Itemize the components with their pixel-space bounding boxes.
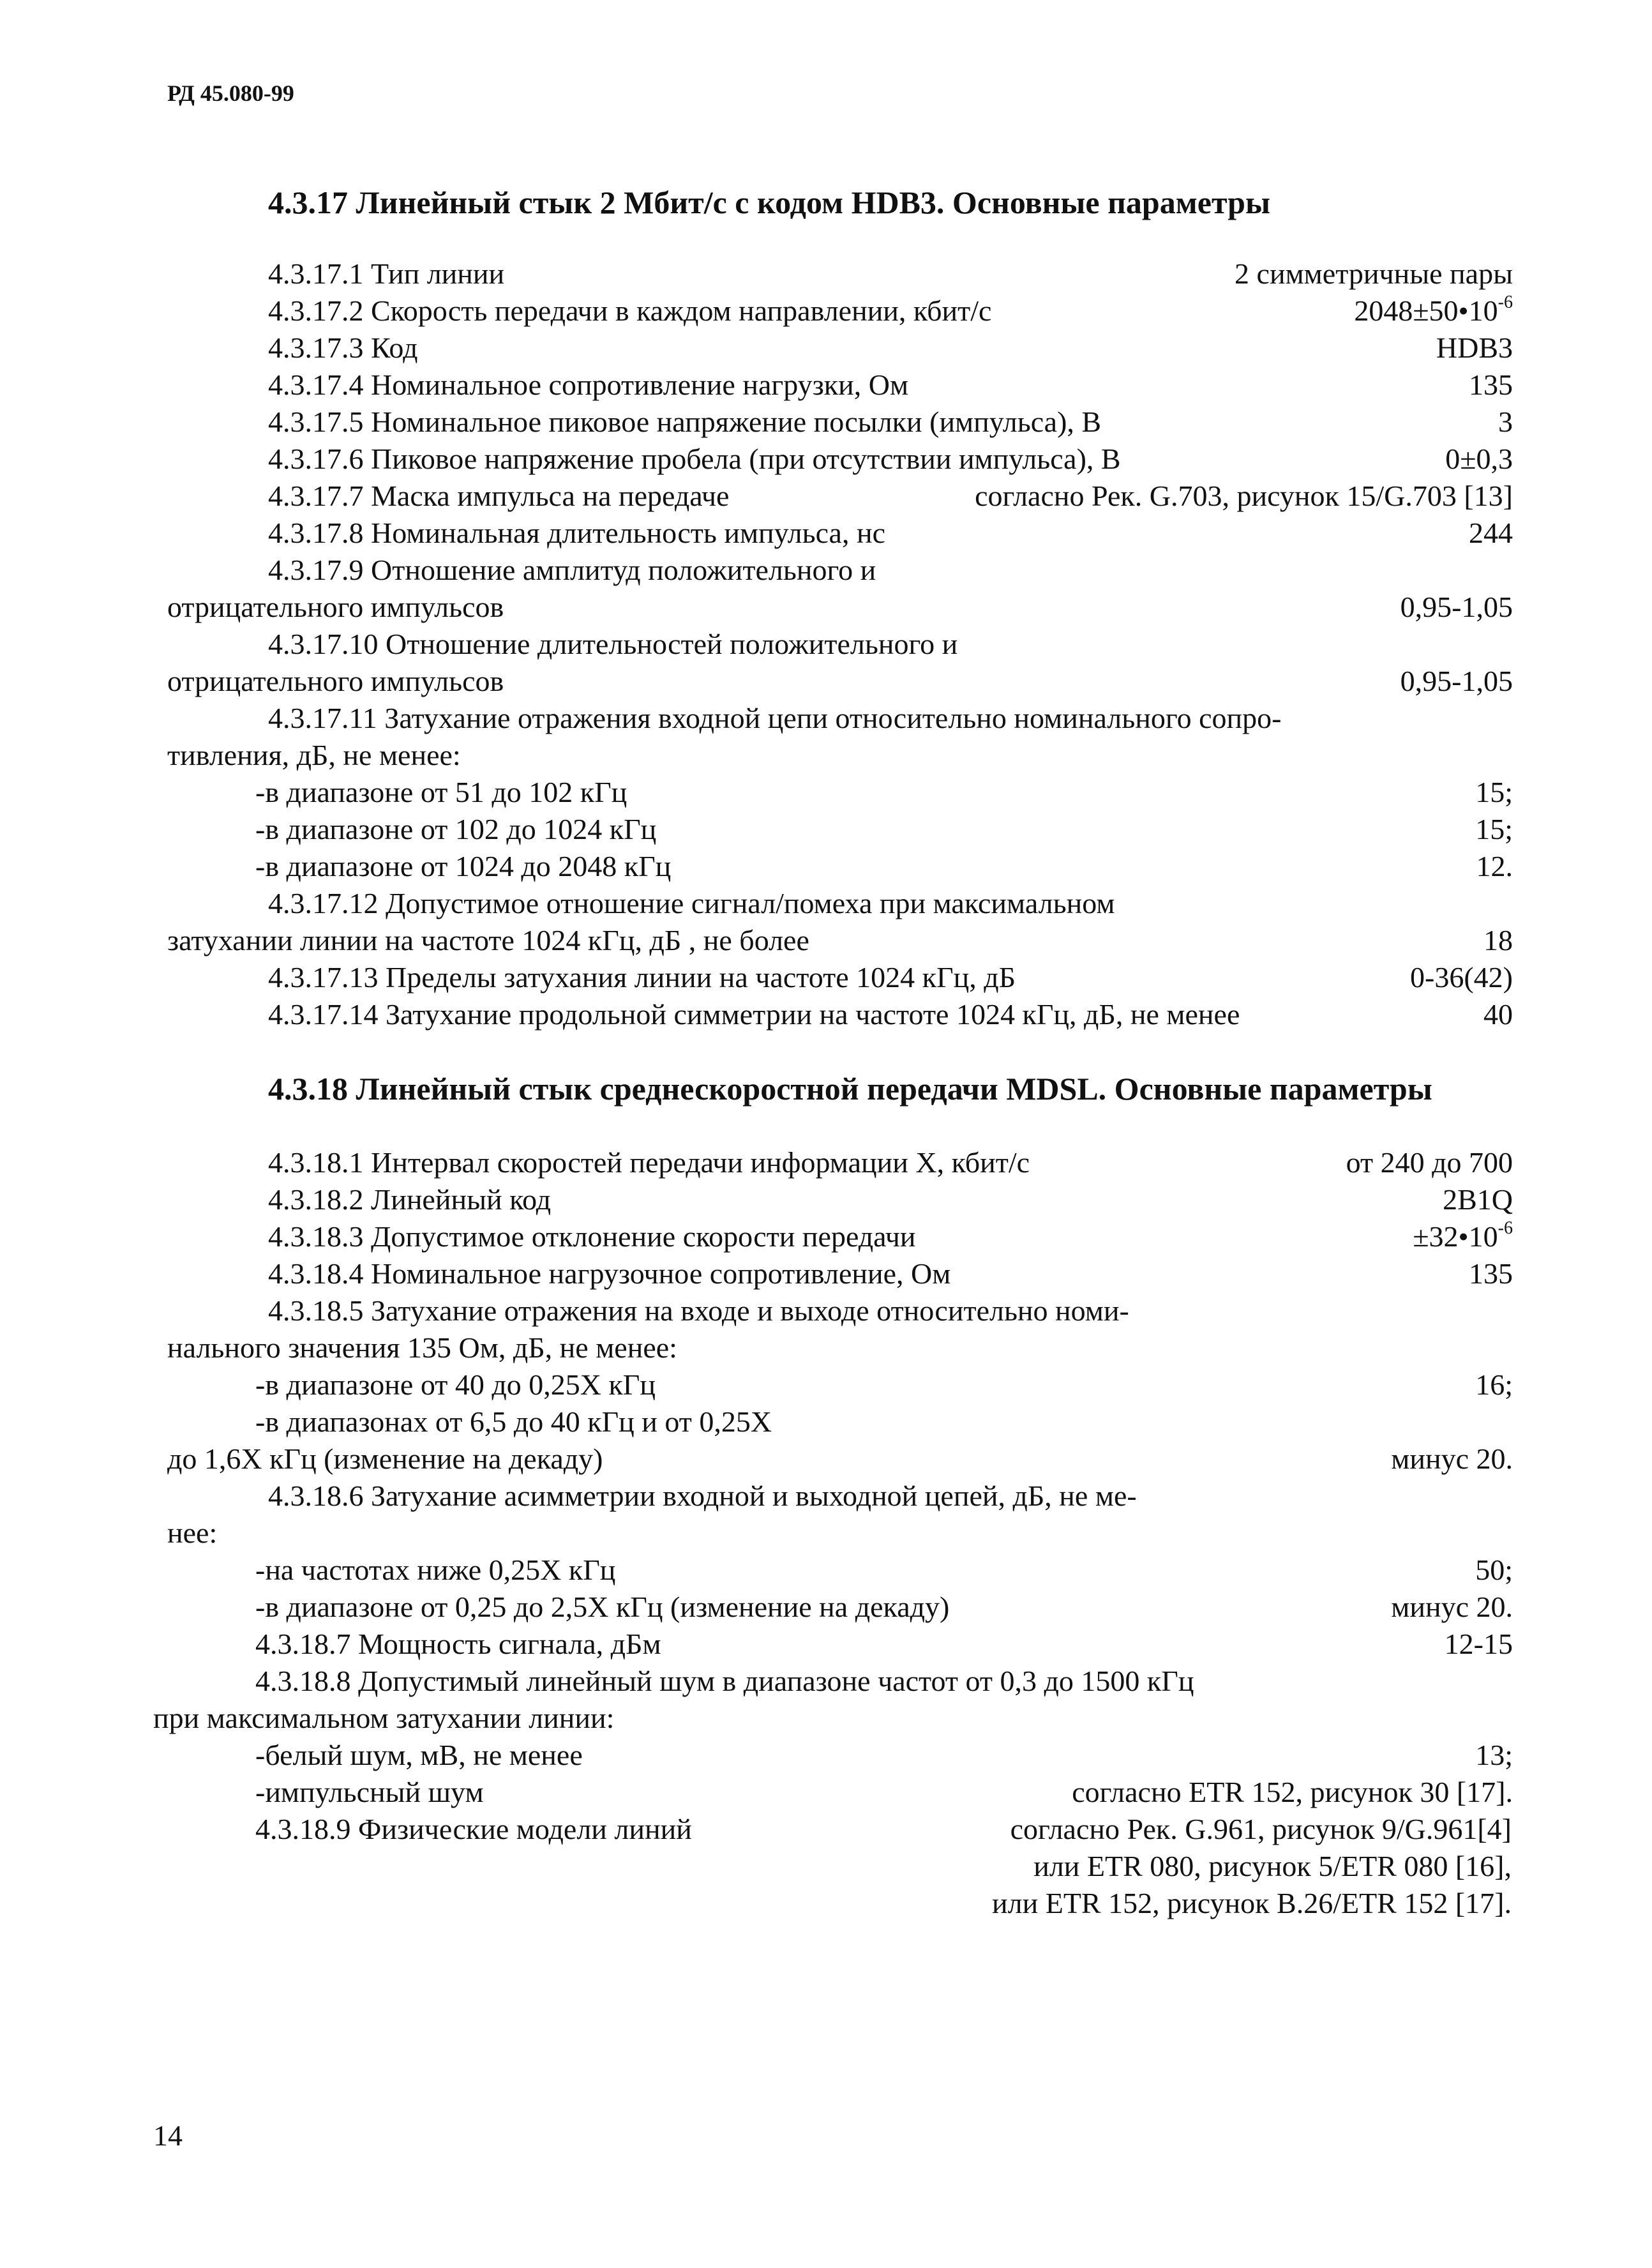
param-label-4-3-17-11-line1: 4.3.17.11 Затухание отражения входной цепи относительно номинального сопро- xyxy=(268,702,1282,734)
param-label: -в диапазоне от 0,25 до 2,5X кГц (изменение на декаду) xyxy=(255,1591,950,1623)
param-label-4-3-18-9: 4.3.18.9 Физические модели линий xyxy=(255,1813,692,1845)
param-value: 135 xyxy=(1469,368,1513,401)
param-label-4-3-18-5-line2: нального значения 135 Ом, дБ, не менее: xyxy=(167,1331,677,1364)
section-heading-4-3-17: 4.3.17 Линейный стык 2 Мбит/с с кодом HDB3. Основные параметры xyxy=(268,185,1270,220)
param-label-4-3-17-9-line1: 4.3.17.9 Отношение амплитуд положительного и xyxy=(268,554,876,586)
param-label-4-3-17-11-line2: тивления, дБ, не менее: xyxy=(167,739,461,771)
param-value: согласно Рек. G.703, рисунок 15/G.703 [13] xyxy=(975,480,1513,512)
param-value-4-3-18-9-line3: или ETR 152, рисунок В.26/ETR 152 [17]. xyxy=(992,1887,1512,1919)
param-row-4-3-17-2 xyxy=(268,292,1513,329)
param-value: 0,95-1,05 xyxy=(1400,591,1513,623)
param-label: 4.3.18.7 Мощность сигнала, дБм xyxy=(255,1628,661,1660)
param-subrow-4-3-18-5-b xyxy=(167,1440,1513,1478)
param-label: -белый шум, мВ, не менее xyxy=(255,1739,583,1771)
param-label-4-3-18-5-line1: 4.3.18.5 Затухание отражения на входе и выходе относительно номи- xyxy=(268,1294,1129,1327)
param-label: -в диапазоне от 1024 до 2048 кГц xyxy=(255,850,672,882)
param-label: -в диапазоне от 102 до 1024 кГц xyxy=(255,813,657,845)
param-value: 50; xyxy=(1475,1554,1513,1586)
param-label-continuation: затухании линии на частоте 1024 кГц, дБ , не более xyxy=(167,924,809,956)
param-label-4-3-18-8-line2: при максимальном затухании линии: xyxy=(153,1702,615,1734)
param-value: 2 симметричные пары xyxy=(1235,257,1513,290)
param-row-4-3-17-12 xyxy=(167,922,1513,959)
param-row-4-3-18-7 xyxy=(255,1626,1513,1663)
param-subrow-4-3-17-11-a xyxy=(255,774,1513,811)
param-value: 18 xyxy=(1483,924,1513,956)
param-row-4-3-17-7 xyxy=(268,478,1513,515)
param-row-4-3-18-4 xyxy=(268,1255,1513,1292)
param-subrow-4-3-18-5-b-line1: -в диапазонах от 6,5 до 40 кГц и от 0,25X xyxy=(255,1405,772,1438)
param-label: 4.3.18.4 Номинальное нагрузочное сопротивление, Ом xyxy=(268,1257,951,1290)
param-subrow-4-3-18-6-b xyxy=(255,1589,1513,1626)
param-row-4-3-17-4 xyxy=(268,367,1513,404)
section-heading-4-3-18: 4.3.18 Линейный стык среднескоростной передачи MDSL. Основные параметры xyxy=(268,1071,1432,1107)
param-value-exponent: -6 xyxy=(1498,292,1513,312)
param-value-base: ±32•10 xyxy=(1413,1220,1498,1253)
param-label: -на частотах ниже 0,25X кГц xyxy=(255,1554,616,1586)
param-label: 4.3.17.4 Номинальное сопротивление нагрузки, Ом xyxy=(268,368,909,401)
param-label: 4.3.17.1 Тип линии xyxy=(268,257,505,290)
param-row-4-3-17-5 xyxy=(268,404,1513,441)
param-subrow-4-3-18-8-a xyxy=(255,1737,1513,1774)
page-number: 14 xyxy=(153,2119,183,2152)
param-label: -в диапазоне от 40 до 0,25X кГц xyxy=(255,1368,656,1401)
param-label-4-3-17-10-line1: 4.3.17.10 Отношение длительностей положительного и xyxy=(268,628,958,660)
param-label: 4.3.18.1 Интервал скоростей передачи информации X, кбит/с xyxy=(268,1146,1030,1179)
param-value: 2B1Q xyxy=(1443,1183,1513,1216)
param-row-4-3-18-1 xyxy=(268,1144,1513,1181)
param-row-4-3-18-2 xyxy=(268,1181,1513,1218)
param-value-4-3-18-9-line1: согласно Рек. G.961, рисунок 9/G.961[4] xyxy=(1010,1813,1512,1845)
param-value: 16; xyxy=(1475,1368,1513,1401)
param-label: 4.3.18.3 Допустимое отклонение скорости передачи xyxy=(268,1220,916,1253)
param-row-4-3-17-1 xyxy=(268,255,1513,292)
param-value: 13; xyxy=(1475,1739,1513,1771)
param-label: -в диапазоне от 51 до 102 кГц xyxy=(255,776,627,808)
param-label: 4.3.17.6 Пиковое напряжение пробела (при отсутствии импульса), В xyxy=(268,442,1121,475)
param-label: 4.3.17.8 Номинальная длительность импульса, нс xyxy=(268,517,886,549)
param-row-4-3-18-3 xyxy=(268,1218,1513,1255)
param-row-4-3-17-10 xyxy=(167,663,1513,700)
param-label: 4.3.18.2 Линейный код xyxy=(268,1183,552,1216)
param-value: 15; xyxy=(1475,776,1513,808)
param-value xyxy=(1354,292,1513,329)
param-label: 4.3.17.14 Затухание продольной симметрии на частоте 1024 кГц, дБ, не менее xyxy=(268,998,1240,1031)
param-value-4-3-18-9-line2: или ETR 080, рисунок 5/ETR 080 [16], xyxy=(1033,1850,1512,1882)
param-value: согласно ETR 152, рисунок 30 [17]. xyxy=(1072,1776,1513,1808)
param-row-4-3-17-6 xyxy=(268,441,1513,478)
param-label: -импульсный шум xyxy=(255,1776,484,1808)
param-label-4-3-18-6-line2: нее: xyxy=(167,1516,218,1549)
param-label-continuation: отрицательного импульсов xyxy=(167,591,504,623)
param-label: 4.3.17.5 Номинальное пиковое напряжение посылки (импульса), В xyxy=(268,405,1102,438)
param-label-4-3-18-6-line1: 4.3.18.6 Затухание асимметрии входной и выходной цепей, дБ, не ме- xyxy=(268,1479,1137,1512)
param-subrow-4-3-18-8-b xyxy=(255,1774,1513,1811)
param-subrow-4-3-17-11-c xyxy=(255,848,1513,885)
param-label: 4.3.17.2 Скорость передачи в каждом направлении, кбит/с xyxy=(268,294,992,327)
param-label-continuation: до 1,6X кГц (изменение на декаду) xyxy=(167,1442,603,1475)
param-value: 12-15 xyxy=(1444,1628,1513,1660)
param-label: 4.3.17.13 Пределы затухания линии на частоте 1024 кГц, дБ xyxy=(268,961,1016,994)
param-row-4-3-17-9 xyxy=(167,589,1513,626)
param-subrow-4-3-18-6-a xyxy=(255,1552,1513,1589)
param-value: 0-36(42) xyxy=(1410,961,1513,994)
param-value-base: 2048±50•10 xyxy=(1354,294,1498,327)
param-value: 244 xyxy=(1469,517,1513,549)
param-value: 15; xyxy=(1475,813,1513,845)
param-row-4-3-17-13 xyxy=(268,959,1513,996)
param-row-4-3-17-14 xyxy=(268,996,1513,1033)
param-value: от 240 до 700 xyxy=(1346,1146,1513,1179)
param-row-4-3-17-3 xyxy=(268,329,1513,367)
param-value: 135 xyxy=(1469,1257,1513,1290)
param-value: 12. xyxy=(1476,850,1513,882)
param-label: 4.3.17.3 Код xyxy=(268,331,418,364)
param-value: 3 xyxy=(1498,405,1513,438)
param-row-4-3-17-8 xyxy=(268,515,1513,552)
param-label: 4.3.17.7 Маска импульса на передаче xyxy=(268,480,730,512)
param-value: 0±0,3 xyxy=(1445,442,1513,475)
param-subrow-4-3-18-5-a xyxy=(255,1366,1513,1403)
param-value xyxy=(1413,1218,1513,1255)
param-label-continuation: отрицательного импульсов xyxy=(167,665,504,697)
param-label-4-3-18-8-line1: 4.3.18.8 Допустимый линейный шум в диапазоне частот от 0,3 до 1500 кГц xyxy=(255,1665,1194,1697)
param-value: 40 xyxy=(1483,998,1513,1031)
param-value: минус 20. xyxy=(1391,1442,1513,1475)
param-value: минус 20. xyxy=(1391,1591,1513,1623)
param-value-exponent: -6 xyxy=(1498,1218,1513,1238)
param-value: 0,95-1,05 xyxy=(1400,665,1513,697)
param-subrow-4-3-17-11-b xyxy=(255,811,1513,848)
param-value: HDB3 xyxy=(1436,331,1513,364)
param-label-4-3-17-12-line1: 4.3.17.12 Допустимое отношение сигнал/помеха при максимальном xyxy=(268,887,1115,919)
document-code-header: РД 45.080-99 xyxy=(167,80,294,106)
